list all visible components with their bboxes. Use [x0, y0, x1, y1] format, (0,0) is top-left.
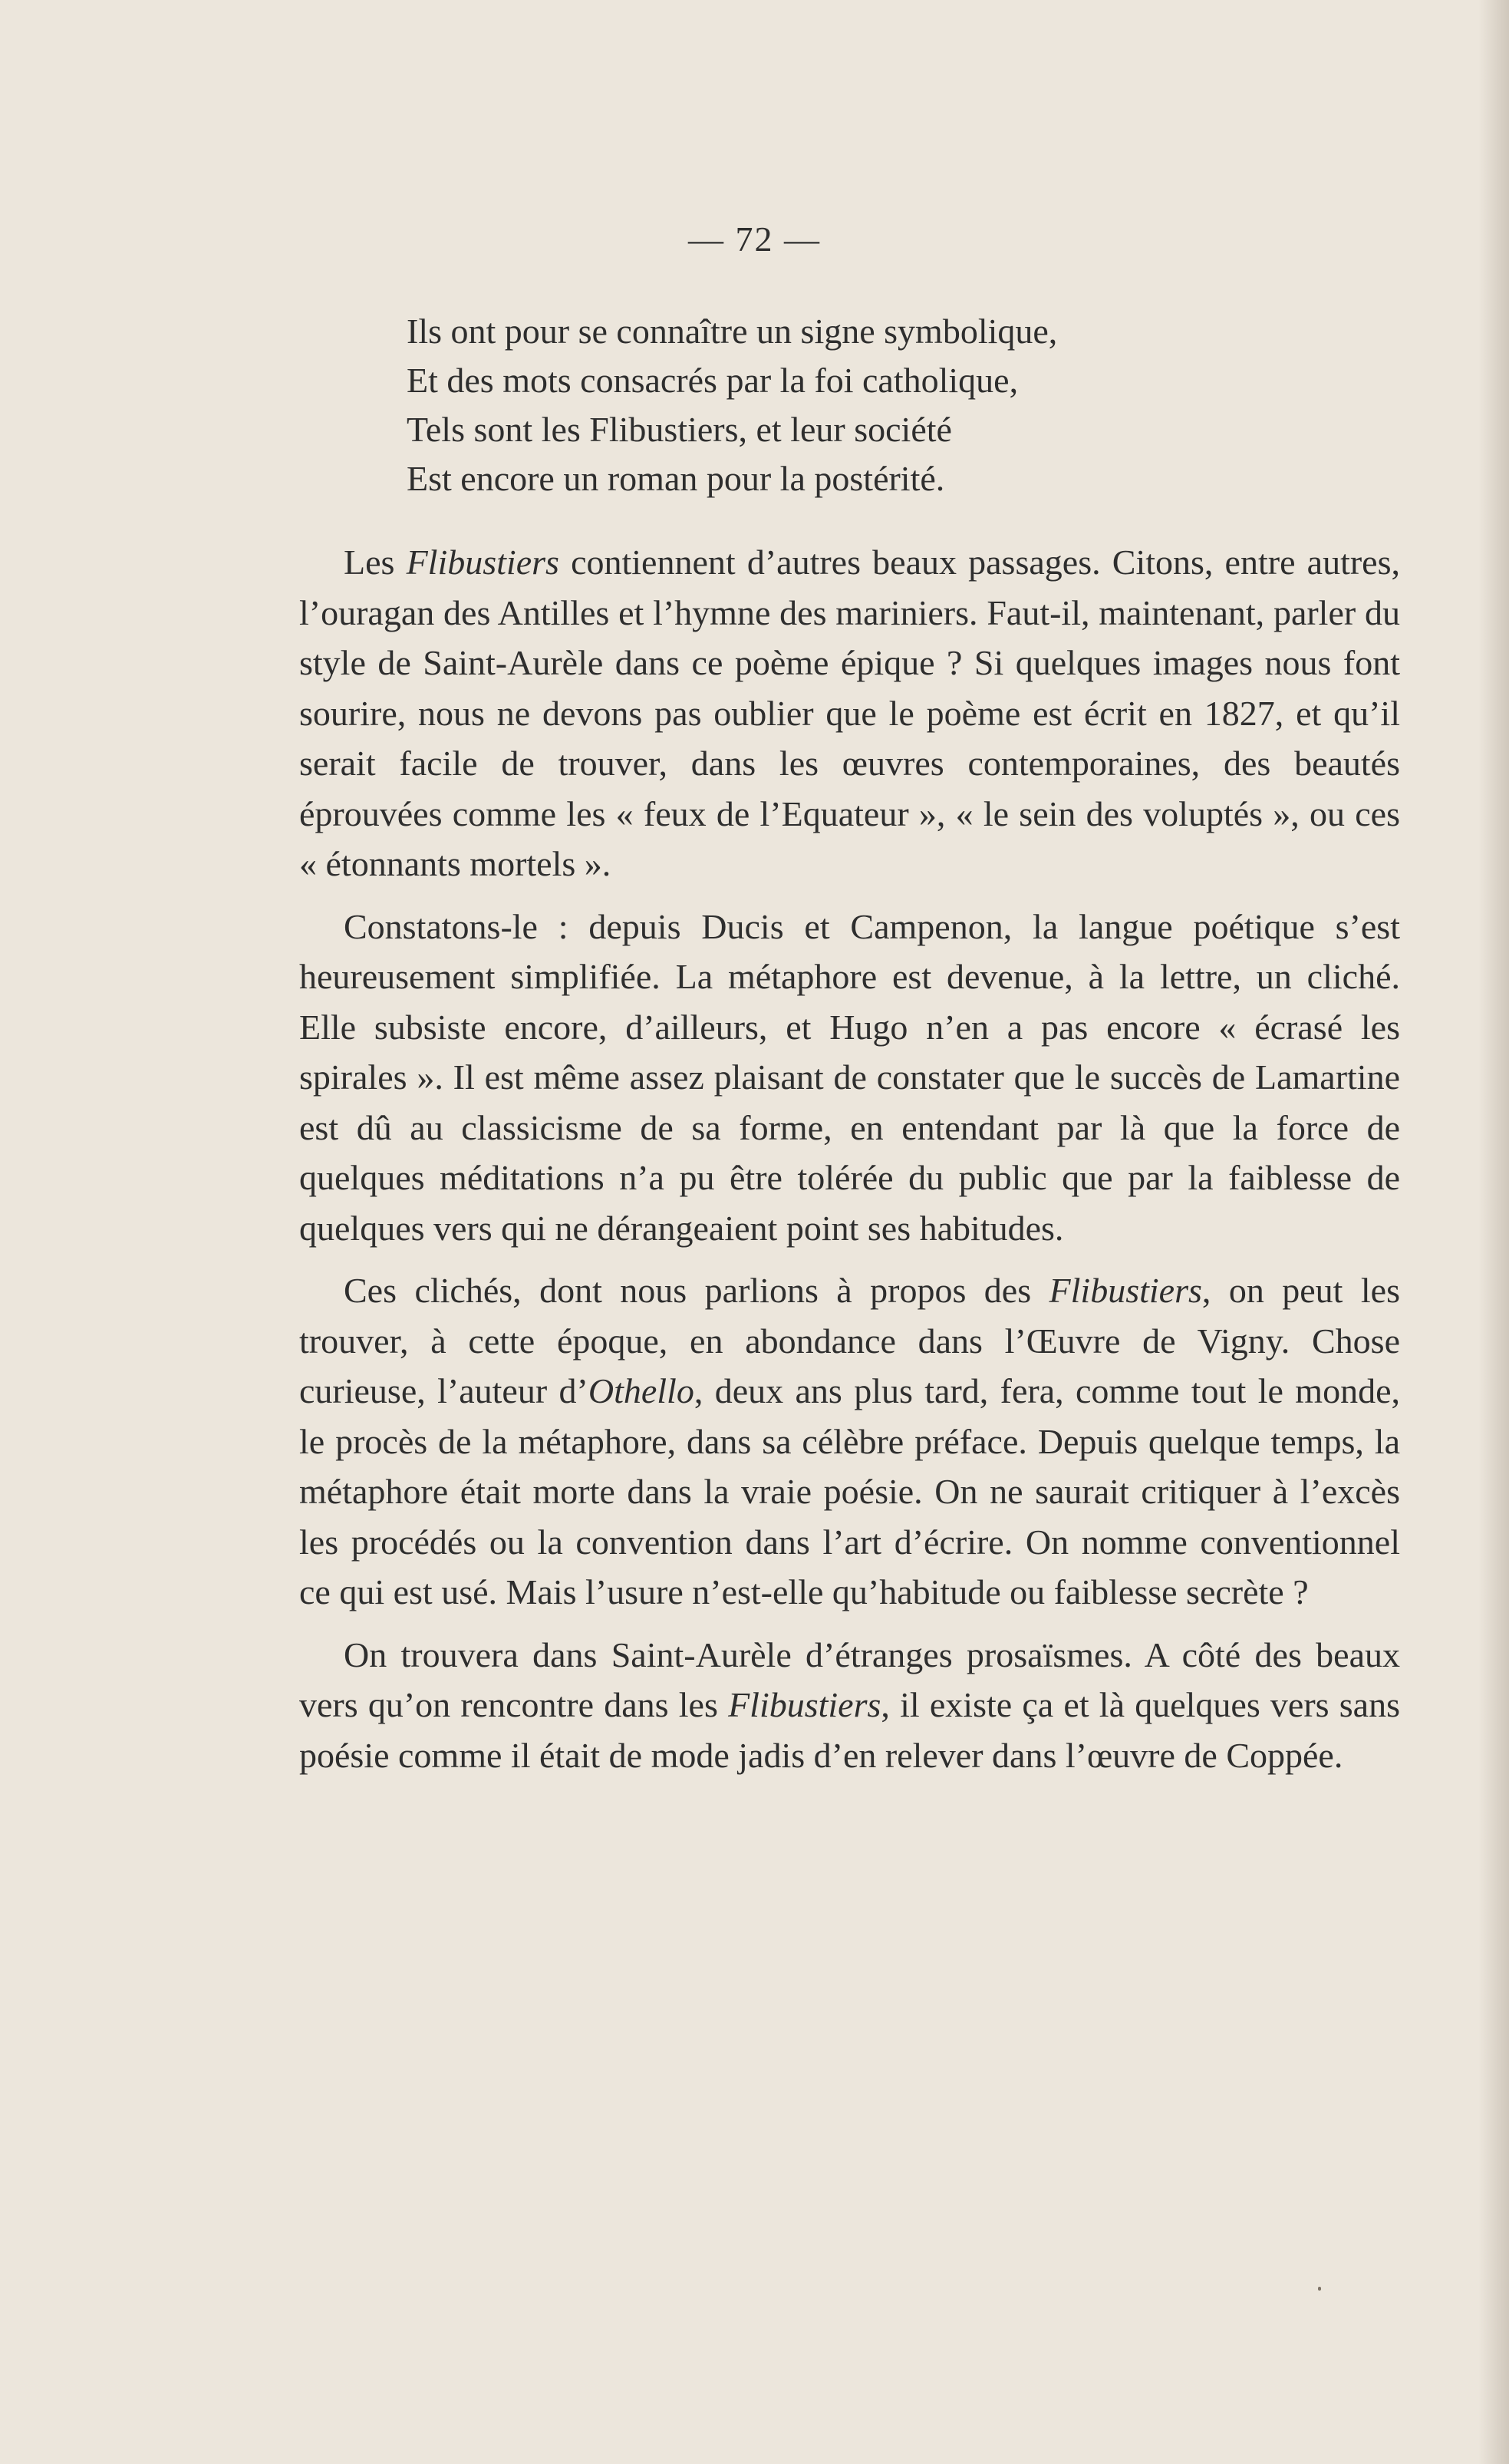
verse-line: Tels sont les Flibustiers, et leur société — [407, 410, 952, 449]
verse-line: Et des mots consacrés par la foi catholique, — [407, 361, 1019, 400]
paper-speck — [1318, 2287, 1321, 2291]
page-spine-shadow — [1478, 0, 1509, 2464]
paragraph: Constatons-le : depuis Ducis et Campenon, la langue poétique s’est heureusement simplifiée. La métaphore est devenue, à la lettre, un cliché. Elle subsiste encore, d’ailleurs, et Hugo n’en a pas encore « écrasé les spirales ». Il est même assez plaisant de constater que le succès de Lamartine est dû au classicisme de sa forme, en entendant par là que la force de quelques méditations n’a pu être tolérée du public que par la faiblesse de quelques vers qui ne dérangeaient point ses habitudes. — [299, 906, 1400, 1248]
italic-title: Flibustiers — [728, 1685, 881, 1724]
verse-line: Est encore un roman pour la postérité. — [407, 459, 945, 498]
paragraph: Les Flibustiers contiennent d’autres beaux passages. Citons, entre autres, l’ouragan des Antilles et l’hymne des mariniers. Faut-il, maintenant, parler du style de Saint-Aurèle dans ce poème épique ? Si quelques images nous font sourire, nous ne devons pas oublier que le poème est écrit en 1827, et qu’il serait facile de trouver, dans les œuvres contemporaines, des beautés éprouvées comme les « feux de l’Equateur », « le sein des voluptés », ou ces « étonnants mortels ». — [299, 543, 1400, 883]
verse-quotation — [407, 307, 1404, 503]
italic-title: Flibustiers — [406, 543, 559, 582]
page-number: — 72 — — [688, 219, 821, 259]
verse-line: Ils ont pour se connaître un signe symbolique, — [407, 312, 1058, 351]
italic-title: Flibustiers — [1049, 1271, 1202, 1310]
prose-body — [299, 537, 1400, 1793]
paragraph: On trouvera dans Saint-Aurèle d’étranges prosaïsmes. A côté des beaux vers qu’on rencontre dans les Flibustiers, il existe ça et là quelques vers sans poésie comme il était de mode jadis d’en relever dans l’œuvre de Coppée. — [299, 1634, 1400, 1775]
paragraph: Ces clichés, dont nous parlions à propos des Flibustiers, on peut les trouver, à cette époque, en abondance dans l’Œuvre de Vigny. Chose curieuse, l’auteur d’Othello, deux ans plus tard, fera, comme tout le monde, le procès de la métaphore, dans sa célèbre préface. Depuis quelque temps, la métaphore était morte dans la vraie poésie. On ne saurait critiquer à l’excès les procédés ou la convention dans l’art d’écrire. On nomme conventionnel ce qui est usé. Mais l’usure n’est-elle qu’habitude ou faiblesse secrète ? — [299, 1271, 1400, 1611]
italic-title: Othello — [588, 1371, 694, 1410]
